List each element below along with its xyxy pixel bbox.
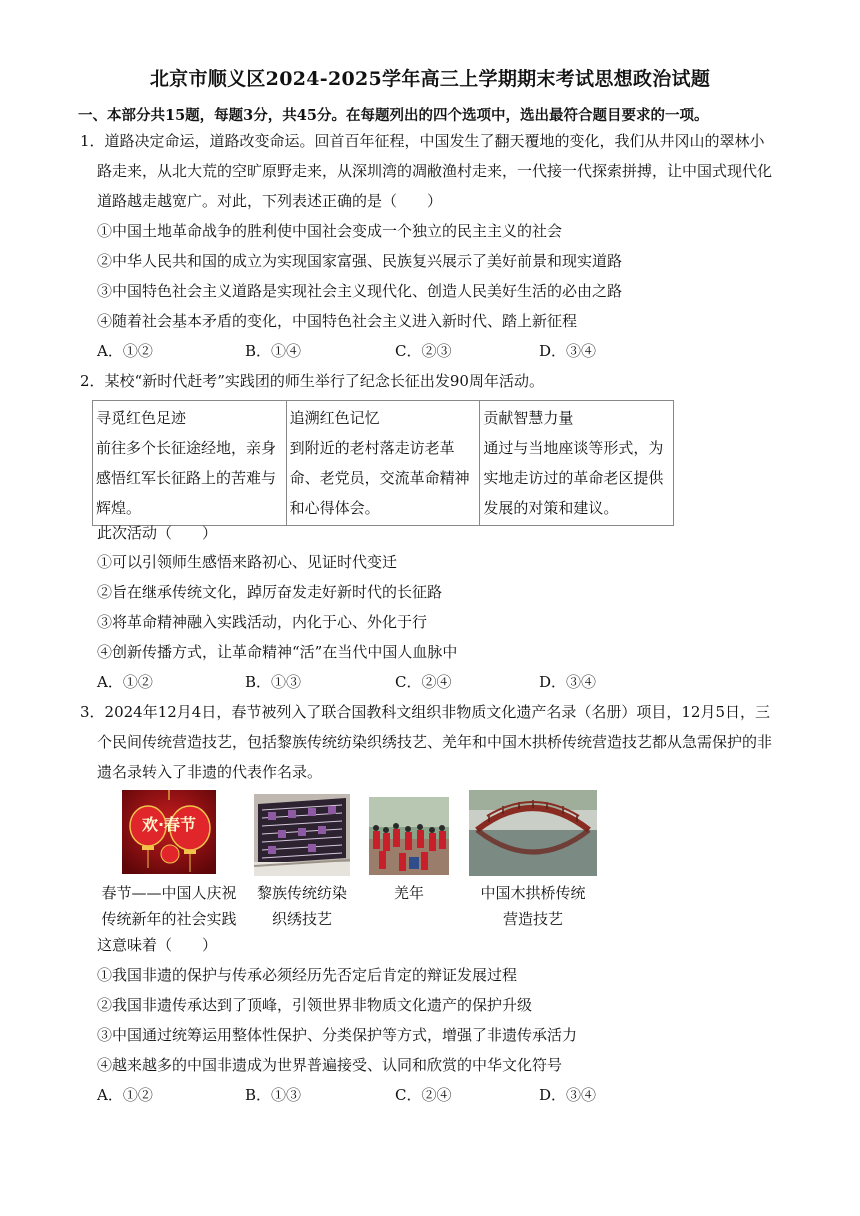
- q1-choice-d[interactable]: D．③④: [539, 342, 597, 360]
- q2-option-4: ④创新传播方式，让革命精神“活”在当代中国人血脉中: [97, 643, 458, 661]
- q3-choices: [97, 1084, 697, 1108]
- q2-activity-table: [92, 400, 674, 526]
- table-cell-heading: 追溯红色记忆: [289, 409, 380, 427]
- q3-choice-b[interactable]: B．①③: [245, 1086, 302, 1104]
- q1-choice-a[interactable]: A．①②: [97, 342, 153, 360]
- q2-choice-a[interactable]: A．①②: [97, 673, 153, 691]
- q2-option-2: ②旨在继承传统文化，踔厉奋发走好新时代的长征路: [97, 583, 443, 601]
- q2-option-1: ①可以引领师生感悟来路初心、见证时代变迁: [97, 553, 398, 571]
- table-cell-body: 到附近的老村落走访老革命、老党员，交流革命精神和心得体会。: [289, 439, 470, 517]
- q3-option-3: ③中国通过统筹运用整体性保护、分类保护等方式，增强了非遗传承活力: [97, 1026, 578, 1044]
- table-cell-body: 通过与当地座谈等形式，为实地走访过的革命老区提供发展的对策和建议。: [483, 439, 664, 517]
- q3-choice-d[interactable]: D．③④: [539, 1086, 597, 1104]
- q1-stem-line-3: 道路越走越宽广。对此，下列表述正确的是（ ）: [97, 192, 443, 210]
- q3-stem-line-2: 个民间传统营造技艺，包括黎族传统纺染织绣技艺、羌年和中国木拱桥传统营造技艺都从急需保护的非: [97, 733, 773, 751]
- q2-stem: 2．某校“新时代赶考”实践团的师生举行了纪念长征出发90周年活动。: [80, 372, 544, 390]
- table-cell: [93, 401, 287, 526]
- q1-stem-line-1: 1．道路决定命运，道路改变命运。回首百年征程，中国发生了翻天覆地的变化，我们从井冈山的翠林小: [80, 132, 765, 150]
- q3-stem-line-1: 3．2024年12月4日，春节被列入了联合国教科文组织非物质文化遗产名录（名册）项目，12月5日，三: [80, 703, 770, 721]
- q1-option-3: ③中国特色社会主义道路是实现社会主义现代化、创造人民美好生活的必由之路: [97, 282, 623, 300]
- q1-option-2: ②中华人民共和国的成立为实现国家富强、民族复兴展示了美好前景和现实道路: [97, 252, 623, 270]
- q2-choice-d[interactable]: D．③④: [539, 673, 597, 691]
- q1-choice-c[interactable]: C．②③: [395, 342, 452, 360]
- table-cell-body: 前往多个长征途经地，亲身感悟红军长征路上的苦难与辉煌。: [96, 439, 277, 517]
- q2-lead: 此次活动（ ）: [97, 524, 218, 542]
- q2-option-3: ③将革命精神融入实践活动，内化于心、外化于行: [97, 613, 428, 631]
- q3-choice-c[interactable]: C．②④: [395, 1086, 452, 1104]
- wooden-arch-bridge-image: [469, 790, 597, 876]
- q3-stem-line-3: 遗名录转入了非遗的代表作名录。: [97, 763, 323, 781]
- q3-choice-a[interactable]: A．①②: [97, 1086, 153, 1104]
- q3-lead: 这意味着（ ）: [97, 936, 218, 954]
- spring-festival-poster-text: 欢·春节: [141, 815, 197, 834]
- image-caption-li-brocade: 黎族传统纺染 织绣技艺: [256, 884, 347, 928]
- section-heading: 一、本部分共15题，每题3分，共45分。在每题列出的四个选项中，选出最符合题目要求的一项。: [78, 107, 709, 124]
- li-brocade-image: [254, 794, 350, 876]
- q1-option-4: ④随着社会基本矛盾的变化，中国特色社会主义进入新时代、踏上新征程: [97, 312, 578, 330]
- image-caption-spring-festival: 春节——中国人庆祝 传统新年的社会实践: [101, 884, 237, 928]
- q2-choice-b[interactable]: B．①③: [245, 673, 302, 691]
- q3-option-2: ②我国非遗传承达到了顶峰，引领世界非物质文化遗产的保护升级: [97, 996, 533, 1014]
- q2-choice-c[interactable]: C．②④: [395, 673, 452, 691]
- q3-option-1: ①我国非遗的保护与传承必须经历先否定后肯定的辩证发展过程: [97, 966, 518, 984]
- qiang-new-year-image: [369, 797, 449, 875]
- q1-choice-b[interactable]: B．①④: [245, 342, 302, 360]
- table-cell-heading: 寻觅红色足迹: [96, 409, 187, 427]
- q1-stem-line-2: 路走来，从北大荒的空旷原野走来，从深圳湾的凋敝渔村走来，一代接一代探索拼搏，让中国式现代化: [97, 162, 773, 180]
- table-cell: [480, 401, 674, 526]
- q1-option-1: ①中国土地革命战争的胜利使中国社会变成一个独立的民主主义的社会: [97, 222, 563, 240]
- q1-choices: [97, 340, 697, 364]
- image-caption-wooden-arch-bridge: 中国木拱桥传统 营造技艺: [480, 884, 586, 928]
- table-cell: [286, 401, 480, 526]
- page-title: 北京市顺义区2024-2025学年高三上学期期末考试思想政治试题: [149, 68, 711, 90]
- q3-option-4: ④越来越多的中国非遗成为世界普遍接受、认同和欣赏的中华文化符号: [97, 1056, 563, 1074]
- image-caption-qiang-new-year: 羌年: [393, 884, 424, 902]
- table-cell-heading: 贡献智慧力量: [483, 409, 574, 427]
- spring-festival-image: [122, 790, 216, 874]
- q2-choices: [97, 671, 697, 695]
